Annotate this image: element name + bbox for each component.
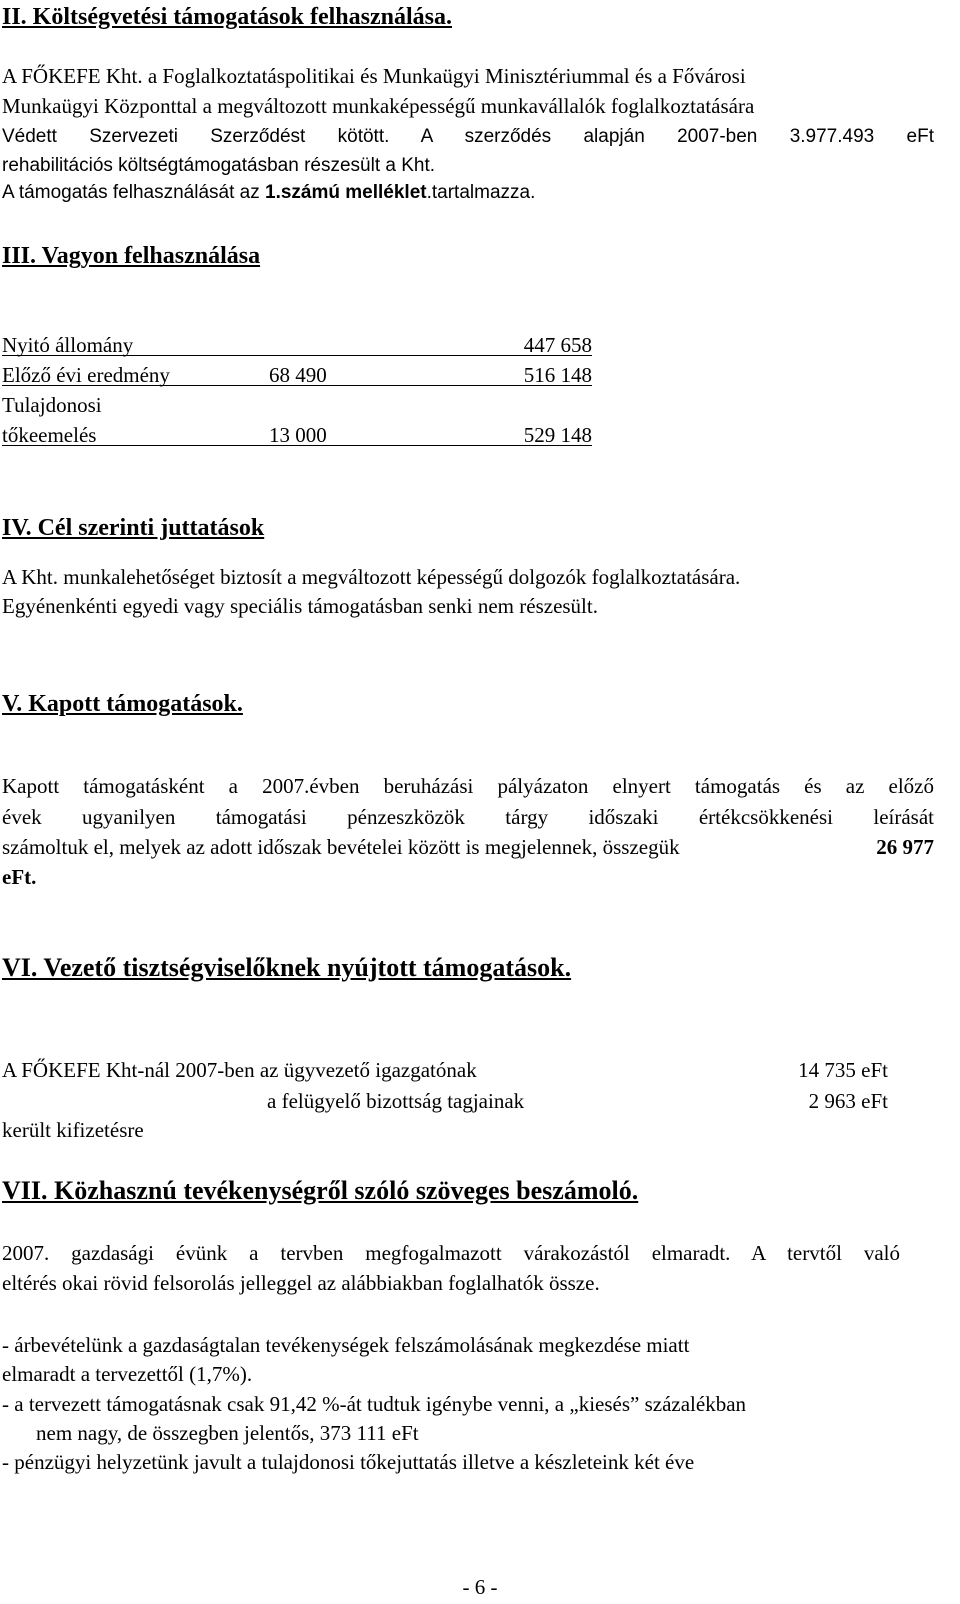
support-annex-post: .tartalmazza. <box>426 182 536 203</box>
support-unit: eFt. <box>2 865 37 889</box>
section-2-line-1: A FŐKEFE Kht. a Foglalkoztatáspolitikai és Munkaügyi Minisztériummal és a Fővárosi <box>2 64 746 88</box>
table-row <box>2 419 592 449</box>
board-support-label: a felügyelő bizottság tagjainak <box>267 1089 525 1113</box>
board-support-value: 2 963 eFt <box>808 1089 888 1113</box>
section-6-title: VI. Vezető tisztségviselőknek nyújtott támogatások. <box>2 953 572 982</box>
section-2-line-2: Munkaügyi Központtal a megváltozott munkaképességű munkavállalók foglalkoztatására <box>2 94 755 118</box>
table-row <box>2 329 592 359</box>
section-4-line-1: A Kht. munkalehetőséget biztosít a megváltozott képességű dolgozók foglalkoztatására. <box>2 565 741 589</box>
section-4-title: IV. Cél szerinti juttatások <box>2 515 265 541</box>
row-value: 68 490 <box>269 363 327 387</box>
support-unit-line <box>2 864 36 890</box>
executive-support-label: A FŐKEFE Kht-nál 2007-ben az ügyvezető igazgatónak <box>2 1058 477 1082</box>
list-item: - pénzügyi helyzetünk javult a tulajdonosi tőkejuttatás illetve a készleteink két éve <box>2 1450 695 1474</box>
row-total: 516 148 <box>523 363 592 387</box>
row-total: 447 658 <box>523 333 592 357</box>
section-4-line-2: Egyénenkénti egyedi vagy speciális támogatásban senki nem részesült. <box>2 594 598 618</box>
row-underline <box>2 385 592 386</box>
row-underline <box>2 355 592 356</box>
row-label: Nyitó állomány <box>2 333 134 357</box>
row-label: Előző évi eredmény <box>2 363 170 387</box>
section-5-line-3 <box>2 834 934 860</box>
section-2-line-4: rehabilitációs költségtámogatásban részesült a Kht. <box>2 155 436 176</box>
paid-out-label: került kifizetésre <box>2 1118 144 1142</box>
section-7-para-line-2: eltérés okai rövid felsorolás jelleggel az alábbiakban foglalhatók össze. <box>2 1271 600 1295</box>
annex-reference: 1.számú melléklet <box>265 182 427 203</box>
row-label: tőkeemelés <box>2 423 97 447</box>
section-7-title: VII. Közhasznú tevékenységről szóló szöveges beszámoló. <box>2 1176 639 1205</box>
section-3-title: III. Vagyon felhasználása <box>2 243 261 269</box>
section-5-title: V. Kapott támogatások. <box>2 691 243 717</box>
section-5-line-1: Kapott támogatásként a 2007.évben beruházási pályázaton elnyert támogatás és az előző <box>2 774 934 798</box>
row-total: 529 148 <box>523 423 592 447</box>
list-item: - a tervezett támogatásnak csak 91,42 %-át tudtuk igénybe venni, a „kiesés” százalékban <box>2 1392 747 1416</box>
section-2-line-3: Védett Szervezeti Szerződést kötött. A szerződés alapján 2007-ben 3.977.493 eFt <box>2 126 934 147</box>
section-5-line-3-text: számoltuk el, melyek az adott időszak bevételei között is megjelennek, összegük <box>2 835 680 859</box>
section-2-title: II. Költségvetési támogatások felhasználása. <box>2 4 452 30</box>
list-item: - árbevételünk a gazdaságtalan tevékenységek felszámolásának megkezdése miatt <box>2 1333 690 1357</box>
support-amount: 26 977 <box>876 835 934 859</box>
list-item: elmaradt a tervezettől (1,7%). <box>2 1362 253 1386</box>
page-number: - 6 - <box>462 1575 498 1599</box>
support-annex-pre: A támogatás felhasználását az <box>2 182 265 203</box>
row-underline <box>2 445 592 446</box>
table-row <box>2 389 592 419</box>
table-row <box>2 359 592 389</box>
assets-table <box>2 329 592 449</box>
row-label: Tulajdonosi <box>2 393 102 417</box>
support-annex-line <box>2 180 535 206</box>
list-item: nem nagy, de összegben jelentős, 373 111 eFt <box>36 1421 419 1445</box>
row-value: 13 000 <box>269 423 327 447</box>
executive-support-value: 14 735 eFt <box>798 1058 888 1082</box>
section-7-para-line-1: 2007. gazdasági évünk a tervben megfogalmazott várakozástól elmaradt. A tervtől való <box>2 1241 900 1265</box>
section-5-line-2: évek ugyanilyen támogatási pénzeszközök tárgy időszaki értékcsökkenési leírását <box>2 805 934 829</box>
